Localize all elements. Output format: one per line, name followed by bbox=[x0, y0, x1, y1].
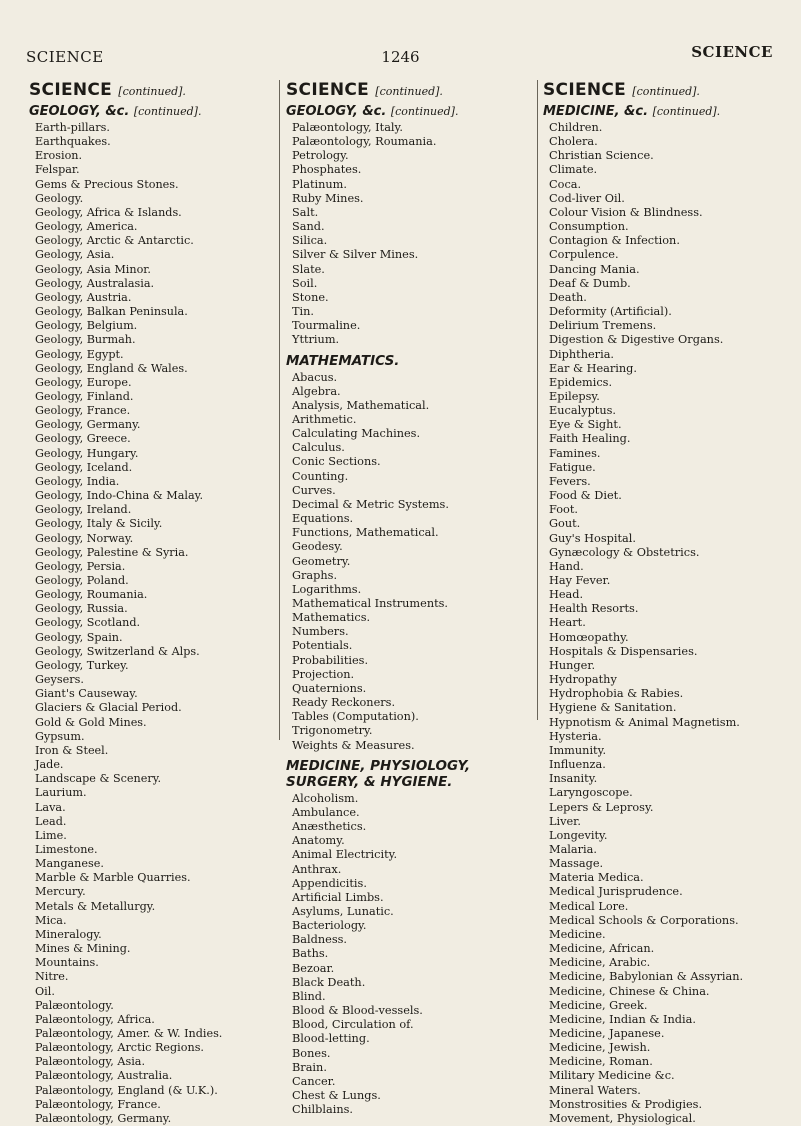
topic-list bbox=[29, 121, 274, 1126]
list-item: Insanity. bbox=[549, 772, 598, 786]
list-item: Liver. bbox=[549, 814, 581, 828]
list-item: Malaria. bbox=[549, 842, 597, 856]
list-item: Eucalyptus. bbox=[549, 404, 617, 418]
list-item: Geology, Spain. bbox=[35, 630, 123, 644]
list-item: Hand. bbox=[549, 559, 584, 573]
list-item: Geology, Roumania. bbox=[35, 588, 148, 602]
list-item: Decimal & Metric Systems. bbox=[292, 497, 449, 511]
list-item: Cholera. bbox=[549, 135, 598, 149]
list-item: Palæontology. bbox=[35, 998, 114, 1012]
list-item: Hospitals & Dispensaries. bbox=[549, 644, 698, 658]
list-item: Palæontology, England (& U.K.). bbox=[35, 1083, 218, 1097]
list-item: Death. bbox=[549, 290, 587, 304]
list-item: Alcoholism. bbox=[292, 791, 359, 805]
list-item: Medical Jurisprudence. bbox=[549, 885, 683, 899]
list-item: Oil. bbox=[35, 984, 55, 998]
list-item: Geology, Australasia. bbox=[35, 276, 155, 290]
list-item: Gynæcology & Obstetrics. bbox=[549, 545, 700, 559]
list-item: Geology, Austria. bbox=[35, 290, 132, 304]
list-item: Earthquakes. bbox=[35, 135, 111, 149]
list-item: Geology, Norway. bbox=[35, 531, 134, 545]
list-item: Calculus. bbox=[292, 441, 345, 455]
column-divider bbox=[537, 80, 538, 720]
list-item: Appendicitis. bbox=[292, 876, 367, 890]
list-item: Soil. bbox=[292, 276, 318, 290]
subsection-title-text: GEOLOGY, &c. bbox=[286, 104, 391, 119]
list-item: Foot. bbox=[549, 503, 578, 517]
list-item: Chest & Lungs. bbox=[292, 1089, 381, 1102]
list-item: Felspar. bbox=[35, 163, 80, 177]
list-item: Medical Lore. bbox=[549, 899, 629, 913]
list-item: Anæsthetics. bbox=[292, 820, 367, 834]
list-item: Fatigue. bbox=[549, 460, 596, 474]
list-item: Geology, England & Wales. bbox=[35, 361, 188, 375]
list-item: Epilepsy. bbox=[549, 389, 600, 403]
list-item: Geysers. bbox=[35, 673, 84, 687]
list-item: Mines & Mining. bbox=[35, 942, 131, 956]
list-item: Geology, Asia Minor. bbox=[35, 262, 151, 276]
list-item: Diphtheria. bbox=[549, 347, 615, 361]
list-item: Geology, Europe. bbox=[35, 375, 132, 389]
list-item: Medicine, Babylonian & Assyrian. bbox=[549, 970, 744, 984]
subsection-title-text: MEDICINE, &c. bbox=[543, 104, 653, 119]
list-item: Gold & Gold Mines. bbox=[35, 715, 147, 729]
list-item: Palæontology, Amer. & W. Indies. bbox=[35, 1027, 223, 1040]
list-item: Lava. bbox=[35, 800, 66, 814]
list-item: Medicine, Jewish. bbox=[549, 1041, 651, 1055]
list-item: Geology, Belgium. bbox=[35, 319, 138, 333]
section-title-text: SCIENCE bbox=[29, 80, 119, 100]
list-item: Epidemics. bbox=[549, 375, 613, 389]
list-item: Medical Schools & Corporations. bbox=[549, 913, 739, 927]
list-item: Phosphates. bbox=[292, 163, 362, 177]
list-item: Dancing Mania. bbox=[549, 262, 640, 276]
list-item: Lime. bbox=[35, 828, 67, 842]
subsection-title bbox=[29, 103, 274, 120]
list-item: Geology, France. bbox=[35, 404, 131, 418]
list-item: Blood & Blood-vessels. bbox=[292, 1004, 423, 1018]
list-item: Probabilities. bbox=[292, 653, 369, 667]
list-item: Climate. bbox=[549, 163, 598, 177]
list-item: Medicine. bbox=[549, 927, 606, 941]
list-item: Deformity (Artificial). bbox=[549, 305, 672, 319]
list-item: Military Medicine &c. bbox=[549, 1069, 675, 1083]
list-item: Geology, Greece. bbox=[35, 432, 131, 446]
list-item: Digestion & Digestive Organs. bbox=[549, 333, 724, 347]
list-item: Food & Diet. bbox=[549, 489, 622, 503]
list-item: Hunger. bbox=[549, 658, 596, 672]
list-item: Hay Fever. bbox=[549, 574, 611, 587]
list-item: Hysteria. bbox=[549, 729, 602, 743]
list-item: Medicine, Greek. bbox=[549, 998, 648, 1012]
list-item: Health Resorts. bbox=[549, 602, 639, 616]
list-item: Sand. bbox=[292, 220, 325, 234]
list-item: Massage. bbox=[549, 857, 604, 871]
list-item: Functions, Mathematical. bbox=[292, 526, 439, 540]
topic-list bbox=[543, 121, 795, 1126]
list-item: Baldness. bbox=[292, 933, 348, 947]
list-item: Graphs. bbox=[292, 568, 338, 582]
list-item: Immunity. bbox=[549, 743, 607, 757]
list-item: Anatomy. bbox=[292, 834, 345, 848]
list-item: Geometry. bbox=[292, 554, 351, 568]
list-item: Yttrium. bbox=[292, 333, 340, 347]
list-item: Hypnotism & Animal Magnetism. bbox=[549, 715, 740, 729]
continued-note: [continued]. bbox=[118, 85, 186, 98]
list-item: Geology, Germany. bbox=[35, 418, 141, 432]
list-item: Geology, Iceland. bbox=[35, 460, 133, 474]
list-item: Petrology. bbox=[292, 149, 349, 163]
list-item: Algebra. bbox=[292, 384, 341, 398]
continued-note: [continued]. bbox=[390, 105, 459, 118]
list-item: Medicine, African. bbox=[549, 942, 655, 956]
list-item: Brain. bbox=[292, 1060, 327, 1074]
list-item: Palæontology, Germany. bbox=[35, 1111, 172, 1125]
list-item: Coca. bbox=[549, 177, 582, 191]
subsection-title bbox=[286, 758, 534, 790]
list-item: Erosion. bbox=[35, 149, 83, 163]
list-item: Gout. bbox=[549, 517, 581, 531]
list-item: Tin. bbox=[292, 305, 315, 319]
list-item: Stone. bbox=[292, 290, 329, 304]
list-item: Iron & Steel. bbox=[35, 743, 109, 757]
section-title bbox=[29, 80, 274, 102]
list-item: Materia Medica. bbox=[549, 871, 644, 885]
list-item: Lead. bbox=[35, 814, 67, 828]
list-item: Logarithms. bbox=[292, 582, 362, 596]
list-item: Arithmetic. bbox=[292, 412, 357, 426]
list-item: Geology, Poland. bbox=[35, 574, 129, 587]
list-item: Head. bbox=[549, 588, 584, 602]
subsection-title-text: MEDICINE, PHYSIOLOGY, SURGERY, & HYGIENE. bbox=[286, 757, 471, 790]
continued-note: [continued]. bbox=[632, 85, 700, 98]
list-item: Salt. bbox=[292, 205, 319, 219]
list-item: Ambulance. bbox=[292, 805, 360, 819]
list-item: Gypsum. bbox=[35, 729, 85, 743]
section-title bbox=[286, 80, 534, 102]
list-item: Palæontology, Australia. bbox=[35, 1069, 173, 1083]
list-item: Landscape & Scenery. bbox=[35, 772, 162, 786]
list-item: Geology, Scotland. bbox=[35, 616, 141, 630]
topic-list bbox=[286, 121, 534, 348]
subsection-title-text: GEOLOGY, &c. bbox=[29, 104, 134, 119]
list-item: Eye & Sight. bbox=[549, 418, 622, 432]
list-item: Medicine, Arabic. bbox=[549, 956, 651, 970]
list-item: Cod-liver Oil. bbox=[549, 191, 625, 205]
list-item: Chilblains. bbox=[292, 1103, 354, 1117]
list-item: Palæontology, Italy. bbox=[292, 121, 404, 134]
list-item: Mineral Waters. bbox=[549, 1083, 641, 1097]
list-item: Mineralogy. bbox=[35, 927, 102, 941]
section-title-text: SCIENCE bbox=[286, 80, 376, 100]
column-divider bbox=[279, 80, 280, 740]
list-item: Baths. bbox=[292, 947, 329, 961]
subsection-title-text: MATHEMATICS. bbox=[286, 352, 400, 369]
list-item: Projection. bbox=[292, 667, 355, 681]
list-item: Numbers. bbox=[292, 625, 349, 639]
list-item: Abacus. bbox=[292, 370, 338, 384]
list-item: Medicine, Chinese & China. bbox=[549, 984, 710, 998]
list-item: Medicine, Indian & India. bbox=[549, 1012, 696, 1026]
list-item: Bacteriology. bbox=[292, 919, 367, 933]
list-item: Trigonometry. bbox=[292, 724, 373, 738]
list-item: Movement, Physiological. bbox=[549, 1111, 696, 1125]
list-item: Potentials. bbox=[292, 639, 353, 653]
list-item: Geodesy. bbox=[292, 540, 343, 554]
list-item: Bones. bbox=[292, 1046, 331, 1060]
list-item: Counting. bbox=[292, 469, 349, 483]
section-title-text: SCIENCE bbox=[543, 80, 633, 100]
list-item: Heart. bbox=[549, 616, 586, 630]
list-item: Marble & Marble Quarries. bbox=[35, 871, 191, 885]
list-item: Longevity. bbox=[549, 828, 608, 842]
continued-note: [continued]. bbox=[133, 105, 202, 118]
topic-list bbox=[286, 371, 534, 753]
list-item: Nitre. bbox=[35, 970, 69, 984]
list-item: Geology, Egypt. bbox=[35, 347, 124, 361]
list-item: Slate. bbox=[292, 262, 325, 276]
list-item: Quaternions. bbox=[292, 681, 367, 695]
continued-note: [continued]. bbox=[652, 105, 721, 118]
list-item: Corpulence. bbox=[549, 248, 619, 262]
list-item: Geology, Turkey. bbox=[35, 658, 129, 672]
index-column-2 bbox=[286, 80, 534, 1117]
list-item: Geology, America. bbox=[35, 220, 138, 234]
list-item: Lepers & Leprosy. bbox=[549, 800, 654, 814]
list-item: Artificial Limbs. bbox=[292, 890, 384, 904]
list-item: Mica. bbox=[35, 913, 67, 927]
list-item: Mathematical Instruments. bbox=[292, 597, 449, 610]
list-item: Famines. bbox=[549, 446, 601, 460]
subsection-title bbox=[543, 103, 795, 120]
list-item: Geology, India. bbox=[35, 474, 120, 488]
list-item: Palæontology, Asia. bbox=[35, 1055, 146, 1069]
list-item: Monstrosities & Prodigies. bbox=[549, 1097, 703, 1111]
list-item: Christian Science. bbox=[549, 149, 654, 163]
list-item: Influenza. bbox=[549, 758, 606, 772]
list-item: Palæontology, Arctic Regions. bbox=[35, 1041, 204, 1055]
list-item: Geology, Arctic & Antarctic. bbox=[35, 234, 194, 248]
list-item: Geology, Africa & Islands. bbox=[35, 205, 182, 219]
list-item: Bezoar. bbox=[292, 961, 335, 975]
list-item: Silver & Silver Mines. bbox=[292, 248, 419, 262]
list-item: Ready Reckoners. bbox=[292, 696, 396, 710]
list-item: Geology. bbox=[35, 191, 84, 205]
list-item: Cancer. bbox=[292, 1074, 336, 1088]
list-item: Medicine, Japanese. bbox=[549, 1027, 665, 1040]
list-item: Geology, Balkan Peninsula. bbox=[35, 305, 188, 319]
list-item: Earth-pillars. bbox=[35, 121, 110, 134]
list-item: Asylums, Lunatic. bbox=[292, 904, 394, 918]
list-item: Conic Sections. bbox=[292, 455, 381, 469]
list-item: Analysis, Mathematical. bbox=[292, 398, 430, 412]
list-item: Colour Vision & Blindness. bbox=[549, 205, 703, 219]
list-item: Curves. bbox=[292, 483, 336, 497]
list-item: Mercury. bbox=[35, 885, 86, 899]
list-item: Geology, Ireland. bbox=[35, 503, 132, 517]
list-item: Mathematics. bbox=[292, 611, 371, 625]
subsection-title bbox=[286, 353, 534, 369]
list-item: Anthrax. bbox=[292, 862, 342, 876]
list-item: Contagion & Infection. bbox=[549, 234, 680, 248]
list-item: Fevers. bbox=[549, 474, 591, 488]
running-header bbox=[0, 38, 801, 68]
list-item: Weights & Measures. bbox=[292, 738, 415, 752]
list-item: Calculating Machines. bbox=[292, 427, 421, 441]
list-item: Palæontology, France. bbox=[35, 1097, 161, 1111]
list-item: Limestone. bbox=[35, 842, 98, 856]
list-item: Equations. bbox=[292, 512, 354, 526]
section-title bbox=[543, 80, 795, 102]
list-item: Palæontology, Africa. bbox=[35, 1012, 155, 1026]
index-column-1 bbox=[29, 80, 274, 1126]
list-item: Laryngoscope. bbox=[549, 786, 633, 800]
subsection-title bbox=[286, 103, 534, 120]
index-column-3 bbox=[543, 80, 795, 1126]
list-item: Tables (Computation). bbox=[292, 710, 419, 724]
list-item: Hydropathy bbox=[549, 673, 617, 687]
list-item: Mountains. bbox=[35, 956, 99, 970]
header-left: SCIENCE bbox=[26, 48, 104, 66]
list-item: Glaciers & Glacial Period. bbox=[35, 701, 182, 715]
list-item: Jade. bbox=[35, 758, 64, 772]
list-item: Children. bbox=[549, 121, 603, 134]
list-item: Metals & Metallurgy. bbox=[35, 899, 156, 913]
list-item: Deaf & Dumb. bbox=[549, 276, 631, 290]
list-item: Geology, Italy & Sicily. bbox=[35, 517, 163, 531]
list-item: Animal Electricity. bbox=[292, 848, 398, 862]
list-item: Geology, Indo-China & Malay. bbox=[35, 489, 204, 503]
continued-note: [continued]. bbox=[375, 85, 443, 98]
list-item: Geology, Asia. bbox=[35, 248, 115, 262]
header-right: SCIENCE bbox=[691, 43, 773, 61]
list-item: Laurium. bbox=[35, 786, 87, 800]
list-item: Delirium Tremens. bbox=[549, 319, 657, 333]
list-item: Geology, Russia. bbox=[35, 602, 128, 616]
list-item: Ruby Mines. bbox=[292, 191, 364, 205]
list-item: Hydrophobia & Rabies. bbox=[549, 687, 684, 701]
list-item: Hygiene & Sanitation. bbox=[549, 701, 677, 715]
list-item: Geology, Hungary. bbox=[35, 446, 139, 460]
page-number: 1246 bbox=[381, 48, 420, 66]
list-item: Consumption. bbox=[549, 220, 629, 234]
list-item: Blind. bbox=[292, 989, 326, 1003]
topic-list bbox=[286, 792, 534, 1118]
list-item: Giant's Causeway. bbox=[35, 687, 138, 701]
list-item: Geology, Palestine & Syria. bbox=[35, 545, 189, 559]
list-item: Geology, Burmah. bbox=[35, 333, 136, 347]
list-item: Blood-letting. bbox=[292, 1032, 370, 1046]
list-item: Medicine, Roman. bbox=[549, 1055, 653, 1069]
list-item: Black Death. bbox=[292, 975, 366, 989]
list-item: Silica. bbox=[292, 234, 328, 248]
list-item: Ear & Hearing. bbox=[549, 361, 638, 375]
list-item: Gems & Precious Stones. bbox=[35, 177, 179, 191]
list-item: Homœopathy. bbox=[549, 630, 629, 644]
list-item: Platinum. bbox=[292, 177, 347, 191]
list-item: Manganese. bbox=[35, 857, 104, 871]
list-item: Geology, Finland. bbox=[35, 389, 134, 403]
list-item: Geology, Switzerland & Alps. bbox=[35, 644, 200, 658]
list-item: Blood, Circulation of. bbox=[292, 1018, 414, 1032]
list-item: Guy's Hospital. bbox=[549, 531, 636, 545]
list-item: Faith Healing. bbox=[549, 432, 631, 446]
list-item: Palæontology, Roumania. bbox=[292, 135, 437, 149]
list-item: Geology, Persia. bbox=[35, 559, 126, 573]
list-item: Tourmaline. bbox=[292, 319, 361, 333]
